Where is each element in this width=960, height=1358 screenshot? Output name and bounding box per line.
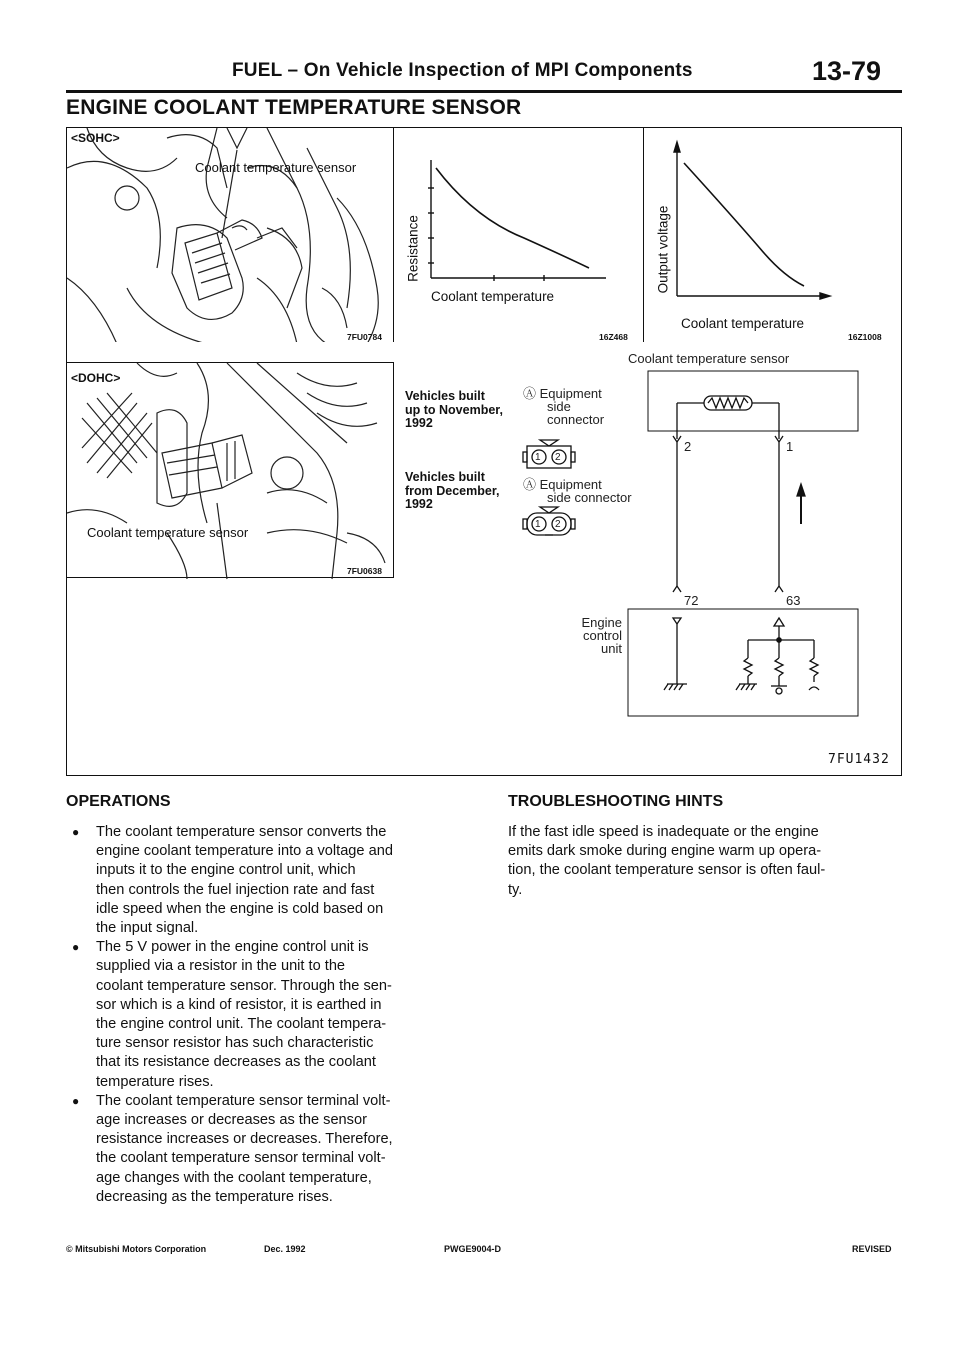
connector-early-pin-a: 1	[535, 452, 541, 463]
bullet-icon: ●	[72, 1093, 80, 1108]
connector-late-pin-b: 2	[555, 519, 561, 530]
voltage-axis-label: Output voltage	[655, 205, 671, 294]
operations-bullet: ● The 5 V power in the engine control unit is supplied via a resistor in the unit to the coolant temperature sensor. Through the sen- sor which is a kind of resistor, it is earthed in the engine control unit. The coolant tempera- ture sensor resistor has such characteristic that its resistance decreases as the coolant temperature rises.	[72, 939, 392, 1090]
dohc-callout: Coolant temperature sensor	[87, 525, 249, 540]
ecu-label: Engine control unit	[581, 615, 622, 656]
terminal-label-right: 63	[786, 593, 801, 608]
operations-body	[72, 823, 476, 1207]
bullet-icon: ●	[72, 940, 80, 955]
connector-late-pin-a: 1	[535, 519, 541, 530]
troubleshooting-heading: TROUBLESHOOTING HINTS	[508, 793, 724, 810]
troubleshooting-body: If the fast idle speed is inadequate or the engine emits dark smoke during engine warm up opera- tion, the coolant temperature sensor is often faul- ty.	[508, 824, 826, 898]
terminal-label-left: 72	[684, 593, 699, 608]
bullet-icon: ●	[72, 825, 80, 839]
operations-bullet: ● The coolant temperature sensor terminal volt- age increases or decreases as the sensor resistance increases or decreases. Therefore, the coolant temperature sensor terminal volt- age changes with the coolant temperature, decreasing as the temperature rises.	[72, 1092, 393, 1205]
footer-copyright: © Mitsubishi Motors Corporation	[66, 1244, 207, 1254]
connector-early-icon	[523, 440, 575, 468]
operations-heading: OPERATIONS	[66, 793, 171, 810]
footer-date: Dec. 1992	[264, 1244, 306, 1254]
page-header-title: FUEL – On Vehicle Inspection of MPI Components	[232, 60, 693, 81]
resistance-x-axis-label: Coolant temperature	[431, 289, 555, 304]
resistance-axis-label: Resistance	[405, 215, 421, 282]
pin-label-right: 1	[786, 439, 794, 454]
connector-label-late: Ⓐ Equipment side connector	[523, 477, 632, 505]
footer-document-id: PWGE9004-D	[444, 1244, 502, 1254]
connector-late-icon	[523, 507, 575, 535]
connector-label-early: Ⓐ Equipment side connector	[523, 386, 605, 427]
circuit-figure-code: 7FU1432	[828, 752, 890, 767]
dohc-tag: <DOHC>	[71, 371, 121, 385]
pin-label-left: 2	[684, 439, 692, 454]
connector-early-pin-b: 2	[555, 452, 561, 463]
sohc-tag: <SOHC>	[71, 131, 120, 145]
section-title: ENGINE COOLANT TEMPERATURE SENSOR	[66, 96, 522, 119]
vehicles-built-early: Vehicles built up to November, 1992	[405, 389, 503, 430]
vehicles-built-late: Vehicles built from December, 1992	[405, 470, 500, 511]
resistance-figure-code: 16Z468	[599, 332, 628, 342]
voltage-figure-code: 16Z1008	[848, 332, 882, 342]
dohc-figure-code: 7FU0638	[347, 566, 382, 576]
sohc-callout: Coolant temperature sensor	[195, 160, 357, 175]
circuit-sensor-title: Coolant temperature sensor	[628, 351, 790, 366]
operations-bullet: ● The coolant temperature sensor converts the engine coolant temperature into a voltage and inputs it to the engine control unit, which then controls the fuel injection rate and fast idle speed when the engine is cold based on the input signal.	[72, 824, 393, 937]
voltage-x-axis-label: Coolant temperature	[681, 316, 805, 331]
page-number: 13-79	[812, 56, 882, 86]
sohc-figure-code: 7FU0784	[347, 332, 382, 342]
footer-status: REVISED	[852, 1244, 892, 1254]
